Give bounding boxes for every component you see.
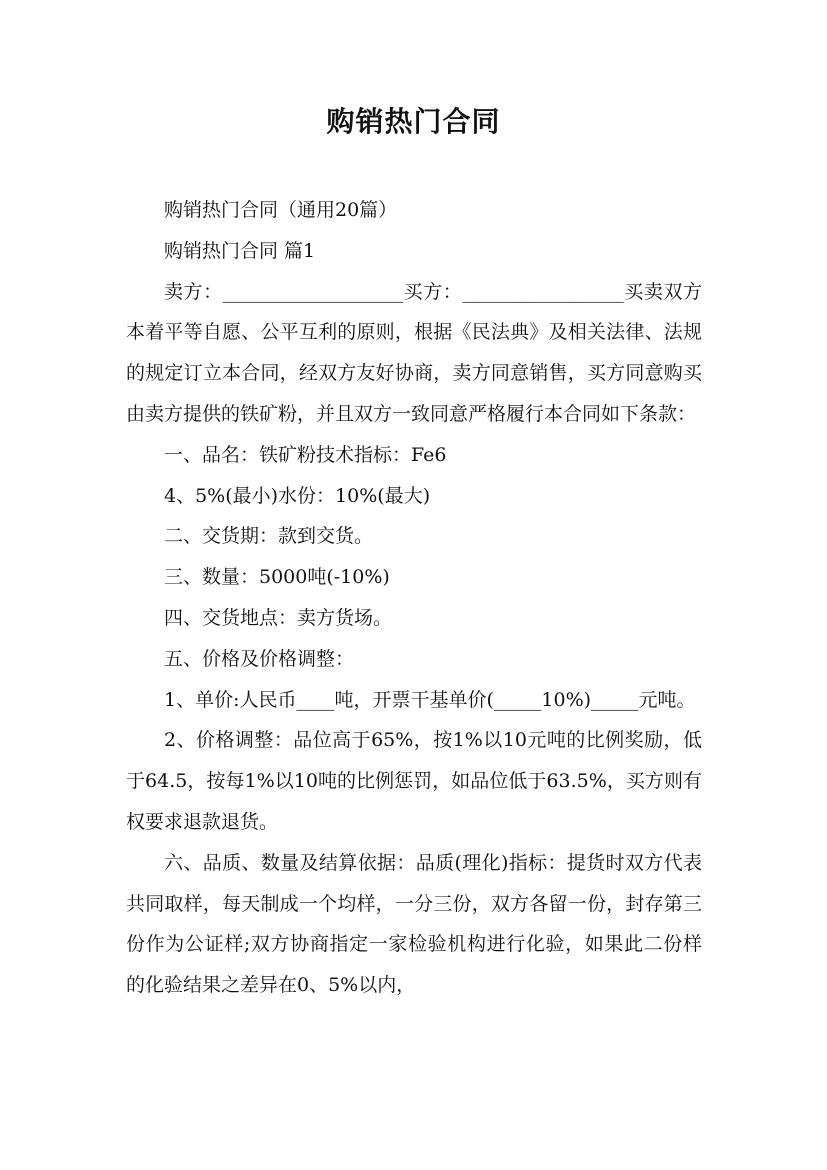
- paragraph-clause-5-1: 1、单价:人民币____吨，开票干基单价(_____10%)_____元吨。: [164, 688, 696, 711]
- paragraph-parties: 卖方：___________________买方：_________________买卖双方本着平等自愿、公平互利的原则，根据《民法典》及相关法律、法规的规定订立本合同，经双方友好协商，卖方同意销售，买方同意购买由卖方提供的铁矿粉，并且双方一致同意严格履行本合同如下条款：: [126, 280, 702, 425]
- paragraph-clause-1: 一、品名：铁矿粉技术指标：Fe6: [164, 443, 447, 466]
- paragraph-clause-5: 五、价格及价格调整：: [164, 647, 355, 670]
- paragraph-clause-6: 六、品质、数量及结算依据：品质(理化)指标：提货时双方代表共同取样，每天制成一个均样，一分三份，双方各留一份，封存第三份作为公证样;双方协商指定一家检验机构进行化验，如果此二份样的化验结果之差异在0、5%以内，: [126, 851, 702, 997]
- paragraph-clause-4: 四、交货地点：卖方货场。: [164, 606, 393, 629]
- paragraph-subtitle: 购销热门合同（通用20篇）: [164, 199, 398, 221]
- paragraph-section-heading: 购销热门合同 篇1: [164, 239, 316, 262]
- paragraph-clause-2: 二、交货期：款到交货。: [164, 525, 374, 548]
- paragraph-clause-3: 三、数量：5000吨(-10%): [164, 566, 390, 589]
- document-title: 购销热门合同: [326, 105, 501, 138]
- paragraph-clause-5-2: 2、价格调整：品位高于65%，按1%以10元吨的比例奖励，低于64.5，按每1%以10吨的比例惩罚，如品位低于63.5%，买方则有权要求退款退货。: [126, 729, 702, 833]
- document-body: [126, 190, 702, 1006]
- paragraph-clause-1-cont: 4、5%(最小)水份：10%(最大): [164, 484, 431, 507]
